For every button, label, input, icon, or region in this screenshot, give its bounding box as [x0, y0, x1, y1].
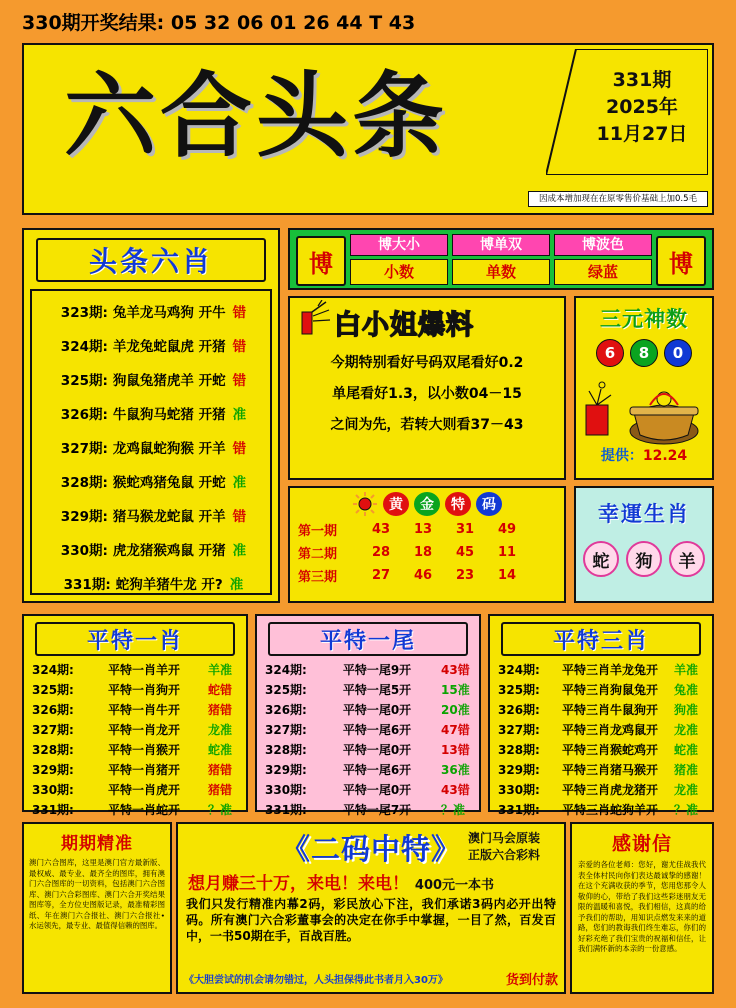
table-row [290, 566, 564, 585]
thanks-letter-panel [570, 822, 714, 994]
row-body: 平特一肖狗开 [107, 683, 180, 697]
row-period: 325期: [265, 683, 307, 697]
sanyuan-supply [576, 445, 712, 465]
number-ball: 6 [596, 339, 624, 367]
huangjin-title-char: 码 [476, 492, 502, 516]
table-row [28, 701, 242, 721]
ad-slogan-text: 想月赚三十万，来电！来电！ [188, 874, 409, 894]
table-row [28, 761, 242, 781]
list-item [32, 330, 270, 364]
row-result: 13错 [441, 743, 470, 757]
row-period: 331期: [63, 577, 111, 593]
row-body: 平特三肖猪马猴开 [561, 763, 658, 777]
row-period: 323期: [60, 305, 108, 321]
row-result: 准 [232, 475, 247, 491]
panel-title [35, 622, 235, 656]
row-result: 43错 [441, 663, 470, 677]
row-result: 蛇错 [208, 683, 233, 697]
panel-title-text: 期期精准 [61, 834, 133, 854]
panel-list [261, 661, 475, 821]
bo-column-title: 博大小 [350, 234, 448, 256]
table-row [28, 661, 242, 681]
row-result: 错 [232, 509, 247, 525]
row-body: 兔羊龙马鸡狗 开牛 [112, 305, 226, 321]
row-period: 324期: [265, 663, 307, 677]
liuxiao-title-text: 头条六肖 [88, 245, 213, 278]
erma-zhongte-ad [176, 822, 566, 994]
row-label: 第一期 [298, 524, 338, 539]
row-period: 328期: [498, 743, 540, 757]
baoliao-title-text: 白小姐爆料 [334, 310, 474, 341]
huangjin-header [290, 492, 564, 516]
huangjin-title-char: 特 [445, 492, 471, 516]
ad-origin-label: 澳门马会原装 正版六合彩料 [467, 831, 540, 862]
row-body: 平特三肖狗鼠兔开 [561, 683, 658, 697]
row-result: 猪错 [208, 703, 233, 717]
table-row [261, 801, 475, 821]
sanyuan-panel [574, 296, 714, 480]
row-result: 错 [232, 373, 247, 389]
row-period: 324期: [498, 663, 540, 677]
qiqi-jingzhun-panel [22, 822, 172, 994]
row-period: 328期: [32, 743, 74, 757]
bo-column [452, 234, 550, 284]
list-item [32, 500, 270, 534]
masthead-note: 因成本增加现在在原零售价基础上加0.5毛 [528, 191, 708, 207]
table-row [261, 661, 475, 681]
sanyuan-balls [576, 339, 712, 367]
table-row [28, 781, 242, 801]
row-period: 326期: [265, 703, 307, 717]
bo-badge-right: 博 [656, 236, 706, 286]
pingte-sanxiao-panel [488, 614, 714, 817]
row-period: 327期: [60, 441, 108, 457]
ad-footnote: 《大胆尝试的机会请勿错过，人头担保得此书者月入30万》 [184, 975, 448, 986]
row-numbers [360, 545, 528, 560]
row-period: 329期: [60, 509, 108, 525]
row-body: 猪马猴龙蛇鼠 开羊 [112, 509, 226, 525]
row-period: 326期: [498, 703, 540, 717]
table-row [494, 701, 708, 721]
row-body: 平特三肖牛鼠狗开 [561, 703, 658, 717]
row-result: 狗准 [674, 703, 699, 717]
row-body: 平特三肖蛇狗羊开 [561, 803, 658, 817]
huangjin-panel [288, 486, 566, 603]
row-period: 327期: [32, 723, 74, 737]
row-result: 龙准 [674, 723, 699, 737]
cell: 31 [455, 522, 475, 537]
baoliao-line: 单尾看好1.3，以小数04－15 [332, 386, 522, 402]
treasure-urn-icon [576, 369, 712, 447]
row-body: 平特三肖龙鸡鼠开 [561, 723, 658, 737]
row-body: 平特一尾5开 [342, 683, 412, 697]
table-row [261, 721, 475, 741]
list-item [32, 568, 270, 602]
row-result: 准 [229, 577, 244, 593]
baoliao-panel [288, 296, 566, 480]
bo-column [350, 234, 448, 284]
row-body: 虎龙猪猴鸡鼠 开猪 [112, 543, 226, 559]
row-result: 准 [232, 543, 247, 559]
cell: 23 [455, 568, 475, 583]
zodiac-badge: 羊 [669, 541, 705, 577]
row-body: 平特一肖龙开 [107, 723, 180, 737]
table-row [261, 781, 475, 801]
row-period: 331期: [498, 803, 540, 817]
ad-title: 《二码中特》 [280, 832, 461, 866]
row-period: 329期: [32, 763, 74, 777]
baoliao-lines [290, 338, 564, 435]
row-period: 325期: [60, 373, 108, 389]
row-period: 327期: [265, 723, 307, 737]
cell: 27 [371, 568, 391, 583]
baoliao-header [290, 298, 564, 341]
bo-columns [350, 234, 652, 284]
row-period: 324期: [32, 663, 74, 677]
liuxiao-panel [22, 228, 280, 603]
row-period: 330期: [60, 543, 108, 559]
cell: 45 [455, 545, 475, 560]
row-result: 36准 [441, 763, 470, 777]
ad-price: 400元一本书 [414, 878, 495, 893]
panel-title-text: 平特三肖 [552, 628, 649, 654]
row-label: 第三期 [298, 570, 338, 585]
bo-column [554, 234, 652, 284]
zodiac-badge: 蛇 [583, 541, 619, 577]
table-row [494, 741, 708, 761]
row-result: 兔准 [674, 683, 699, 697]
row-body: 蛇狗羊猪牛龙 开? [115, 577, 223, 593]
baoliao-line: 之间为先，若转大则看37－43 [330, 417, 524, 433]
row-period: 326期: [60, 407, 108, 423]
table-row [290, 520, 564, 539]
table-row [261, 681, 475, 701]
panel-list [494, 661, 708, 821]
row-period: 328期: [60, 475, 108, 491]
bo-column-value: 小数 [350, 259, 448, 285]
table-row [494, 721, 708, 741]
liuxiao-list [30, 289, 272, 595]
row-period: 331期: [32, 803, 74, 817]
table-row [28, 801, 242, 821]
bo-bar [288, 228, 714, 290]
baoliao-line: 今期特别看好号码双尾看好0.2 [330, 355, 524, 371]
cell: 28 [371, 545, 391, 560]
huangjin-title-char: 黄 [383, 492, 409, 516]
table-row [494, 681, 708, 701]
row-body: 平特一尾6开 [342, 723, 412, 737]
row-result: 羊准 [208, 663, 233, 677]
panel-body-text: 亲爱的各位老师：您好，谢尤佳战我代表全体村民向你们表达最诚挚的感谢！在这个充满收获的季节，您用您那令人敬仰的心，带给了我们这些彩迷朋友无限的温暖和喜悦，我们相信，这真的给予我们的帮助，用知识点燃发来来的道路，您们的教诲我们终生难忘，你们的好彩充绝了我们宝贵的祝福和信任，让我们满怀新的本亲的一份意感。 [578, 860, 706, 953]
cell: 11 [497, 545, 517, 560]
row-body: 平特一尾9开 [342, 663, 412, 677]
row-period: 328期: [265, 743, 307, 757]
bo-column-title: 博波色 [554, 234, 652, 256]
sun-icon [352, 492, 378, 516]
table-row [290, 543, 564, 562]
bo-column-value: 绿蓝 [554, 259, 652, 285]
table-row [261, 741, 475, 761]
row-numbers [360, 522, 528, 537]
panel-body-text: 澳门六合图库，这里是澳门官方最新版、最权威、最专业、最齐全的图库，拥有澳门六合图库的一切资料，包括澳门六合图库、澳门六合彩图库、澳门六合开奖结果图库等，全方位史图版记录，最准精彩图纸、年在澳门六合报社、澳门六合报社•水运领先，最专业、最值得信赖的图库。 [29, 858, 165, 930]
row-result: ？准 [208, 803, 233, 817]
firecracker-icon [296, 300, 336, 336]
list-item [32, 534, 270, 568]
cell: 14 [497, 568, 517, 583]
list-item [32, 432, 270, 466]
row-body: 平特一肖蛇开 [107, 803, 180, 817]
row-body: 龙鸡鼠蛇狗猴 开羊 [112, 441, 226, 457]
panel-title-text: 平特一肖 [86, 628, 183, 654]
list-item [32, 296, 270, 330]
row-body: 平特三肖猴蛇鸡开 [561, 743, 658, 757]
pingte-yixiao-panel [22, 614, 248, 817]
table-row [494, 781, 708, 801]
row-period: 327期: [498, 723, 540, 737]
ad-payment: 货到付款 [505, 973, 558, 988]
masthead-date [578, 67, 706, 148]
row-result: 蛇准 [208, 743, 233, 757]
pingte-yiwei-panel [255, 614, 481, 817]
row-result: 猪错 [208, 763, 233, 777]
row-result: 蛇准 [674, 743, 699, 757]
row-period: 331期: [265, 803, 307, 817]
row-body: 平特一肖猴开 [107, 743, 180, 757]
row-body: 平特一尾0开 [342, 703, 412, 717]
cell: 13 [413, 522, 433, 537]
row-body: 牛鼠狗马蛇猪 开猪 [112, 407, 226, 423]
list-item [32, 398, 270, 432]
row-result: 47错 [441, 723, 470, 737]
panel-title-text: 感谢信 [611, 833, 672, 855]
cell: 49 [497, 522, 517, 537]
row-result: ？准 [674, 803, 699, 817]
row-period: 329期: [265, 763, 307, 777]
sanyuan-supply-label: 提供： [600, 448, 643, 464]
table-row [261, 701, 475, 721]
row-result: 猪准 [674, 763, 699, 777]
table-row [28, 741, 242, 761]
row-period: 329期: [498, 763, 540, 777]
row-body: 平特一肖牛开 [107, 703, 180, 717]
xingyun-panel [574, 486, 714, 603]
table-row [494, 801, 708, 821]
bo-badge-left: 博 [296, 236, 346, 286]
cell: 18 [413, 545, 433, 560]
huangjin-title-char: 金 [414, 492, 440, 516]
xingyun-title: 幸運生肖 [598, 502, 690, 526]
cell: 43 [371, 522, 391, 537]
row-numbers [360, 568, 528, 583]
bo-column-title: 博单双 [452, 234, 550, 256]
row-result: 龙准 [674, 783, 699, 797]
zodiac-badge: 狗 [626, 541, 662, 577]
row-body: 平特一尾0开 [342, 783, 412, 797]
row-result: 20准 [441, 703, 470, 717]
draw-result-line: 330期开奖结果: 05 32 06 01 26 44 T 43 [22, 12, 416, 34]
row-body: 平特一尾0开 [342, 743, 412, 757]
table-row [28, 681, 242, 701]
row-period: 330期: [498, 783, 540, 797]
panel-title [501, 622, 701, 656]
number-ball: 8 [630, 339, 658, 367]
row-result: ？准 [441, 803, 466, 817]
row-result: 错 [232, 305, 247, 321]
row-period: 330期: [32, 783, 74, 797]
row-result: 准 [232, 407, 247, 423]
row-period: 325期: [32, 683, 74, 697]
row-result: 错 [232, 339, 247, 355]
row-body: 平特三肖虎龙猪开 [561, 783, 658, 797]
row-body: 平特三肖羊龙兔开 [561, 663, 658, 677]
xingyun-zodiacs [576, 541, 712, 577]
row-body: 平特一肖虎开 [107, 783, 180, 797]
row-period: 324期: [60, 339, 108, 355]
row-body: 平特一尾7开 [342, 803, 412, 817]
table-row [28, 721, 242, 741]
number-ball: 0 [664, 339, 692, 367]
row-body: 狗鼠兔猪虎羊 开蛇 [112, 373, 226, 389]
list-item [32, 364, 270, 398]
masthead-day: 11月27日 [596, 123, 688, 145]
bo-column-value: 单数 [452, 259, 550, 285]
table-row [261, 761, 475, 781]
sanyuan-title: 三元神数 [600, 307, 688, 331]
list-item [32, 466, 270, 500]
panel-list [28, 661, 242, 821]
row-body: 平特一尾6开 [342, 763, 412, 777]
panel-title-text: 平特一尾 [319, 628, 416, 654]
row-body: 平特一肖羊开 [107, 663, 180, 677]
table-row [494, 661, 708, 681]
row-body: 平特一肖猪开 [107, 763, 180, 777]
sanyuan-supply-value: 12.24 [642, 448, 688, 464]
table-row [494, 761, 708, 781]
row-result: 43错 [441, 783, 470, 797]
ad-footer [184, 969, 558, 988]
panel-title [268, 622, 468, 656]
row-period: 325期: [498, 683, 540, 697]
row-result: 错 [232, 441, 247, 457]
liuxiao-title [36, 238, 266, 282]
row-period: 330期: [265, 783, 307, 797]
row-body: 羊龙兔蛇鼠虎 开猪 [112, 339, 226, 355]
row-label: 第二期 [298, 547, 338, 562]
masthead [22, 43, 714, 215]
ad-slogan [178, 869, 564, 894]
row-result: 猪错 [208, 783, 233, 797]
page-title: 六合头条 [64, 63, 449, 170]
row-result: 15准 [441, 683, 470, 697]
cell: 46 [413, 568, 433, 583]
row-body: 猴蛇鸡猪兔鼠 开蛇 [112, 475, 226, 491]
row-result: 羊准 [674, 663, 699, 677]
row-period: 326期: [32, 703, 74, 717]
row-result: 龙准 [208, 723, 233, 737]
masthead-year: 2025年 [606, 96, 678, 118]
ad-paragraph: 我们只发行精准内幕2码，彩民放心下注，我们承诺3码内必开出特码。所有澳门六合彩董事会的决定在你手中掌握，一目了然，百发百中，一书50期在手，百战百胜。 [186, 897, 556, 943]
masthead-issue: 331期 [612, 69, 672, 91]
